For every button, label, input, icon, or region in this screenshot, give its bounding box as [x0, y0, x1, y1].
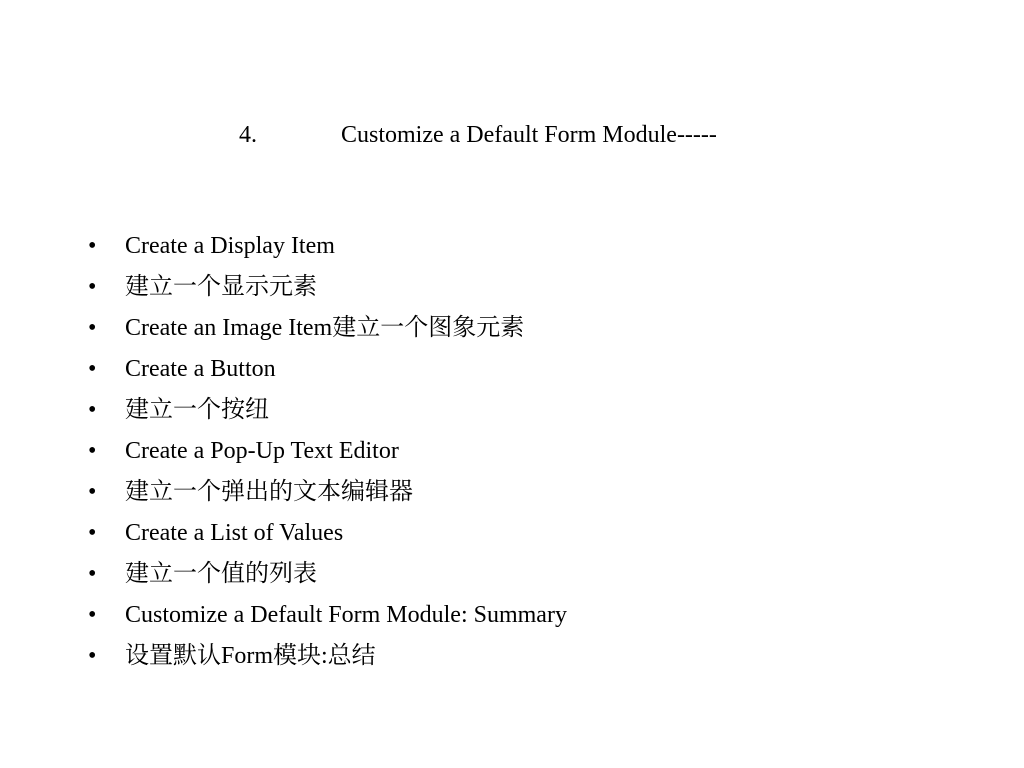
bullet-icon: • [88, 315, 97, 341]
bullet-icon: • [88, 602, 97, 628]
bullet-item [0, 513, 1024, 554]
bullet-icon: • [88, 520, 97, 546]
bullet-icon: • [88, 643, 97, 669]
bullet-item [0, 226, 1024, 267]
bullet-item [0, 554, 1024, 595]
bullet-text: 建立一个值的列表 [125, 561, 317, 587]
bullet-icon: • [88, 438, 97, 464]
bullet-icon: • [88, 233, 97, 259]
bullet-text: 建立一个弹出的文本编辑器 [125, 479, 413, 505]
bullet-icon: • [88, 561, 97, 587]
bullet-item [0, 308, 1024, 349]
bullet-text: Create a Display Item [125, 233, 335, 259]
bullet-item [0, 390, 1024, 431]
bullet-text: 建立一个显示元素 [125, 274, 317, 300]
bullet-icon: • [88, 397, 97, 423]
title-number: 4. [239, 122, 257, 148]
bullet-item [0, 431, 1024, 472]
bullet-text: Create an Image Item建立一个图象元素 [125, 315, 525, 341]
bullet-icon: • [88, 274, 97, 300]
bullet-item [0, 472, 1024, 513]
bullet-list [0, 226, 1024, 677]
bullet-text: 设置默认Form模块:总结 [125, 643, 376, 669]
bullet-item [0, 636, 1024, 677]
bullet-icon: • [88, 479, 97, 505]
bullet-text: 建立一个按纽 [125, 397, 269, 423]
bullet-icon: • [88, 356, 97, 382]
bullet-text: Create a List of Values [125, 520, 344, 546]
bullet-text: Customize a Default Form Module: Summary [125, 602, 567, 628]
bullet-item [0, 267, 1024, 308]
bullet-item [0, 595, 1024, 636]
title-text: Customize a Default Form Module----- [341, 122, 717, 148]
bullet-item [0, 349, 1024, 390]
bullet-text: Create a Pop-Up Text Editor [125, 438, 399, 464]
slide-title [0, 115, 1024, 155]
bullet-text: Create a Button [125, 356, 276, 382]
